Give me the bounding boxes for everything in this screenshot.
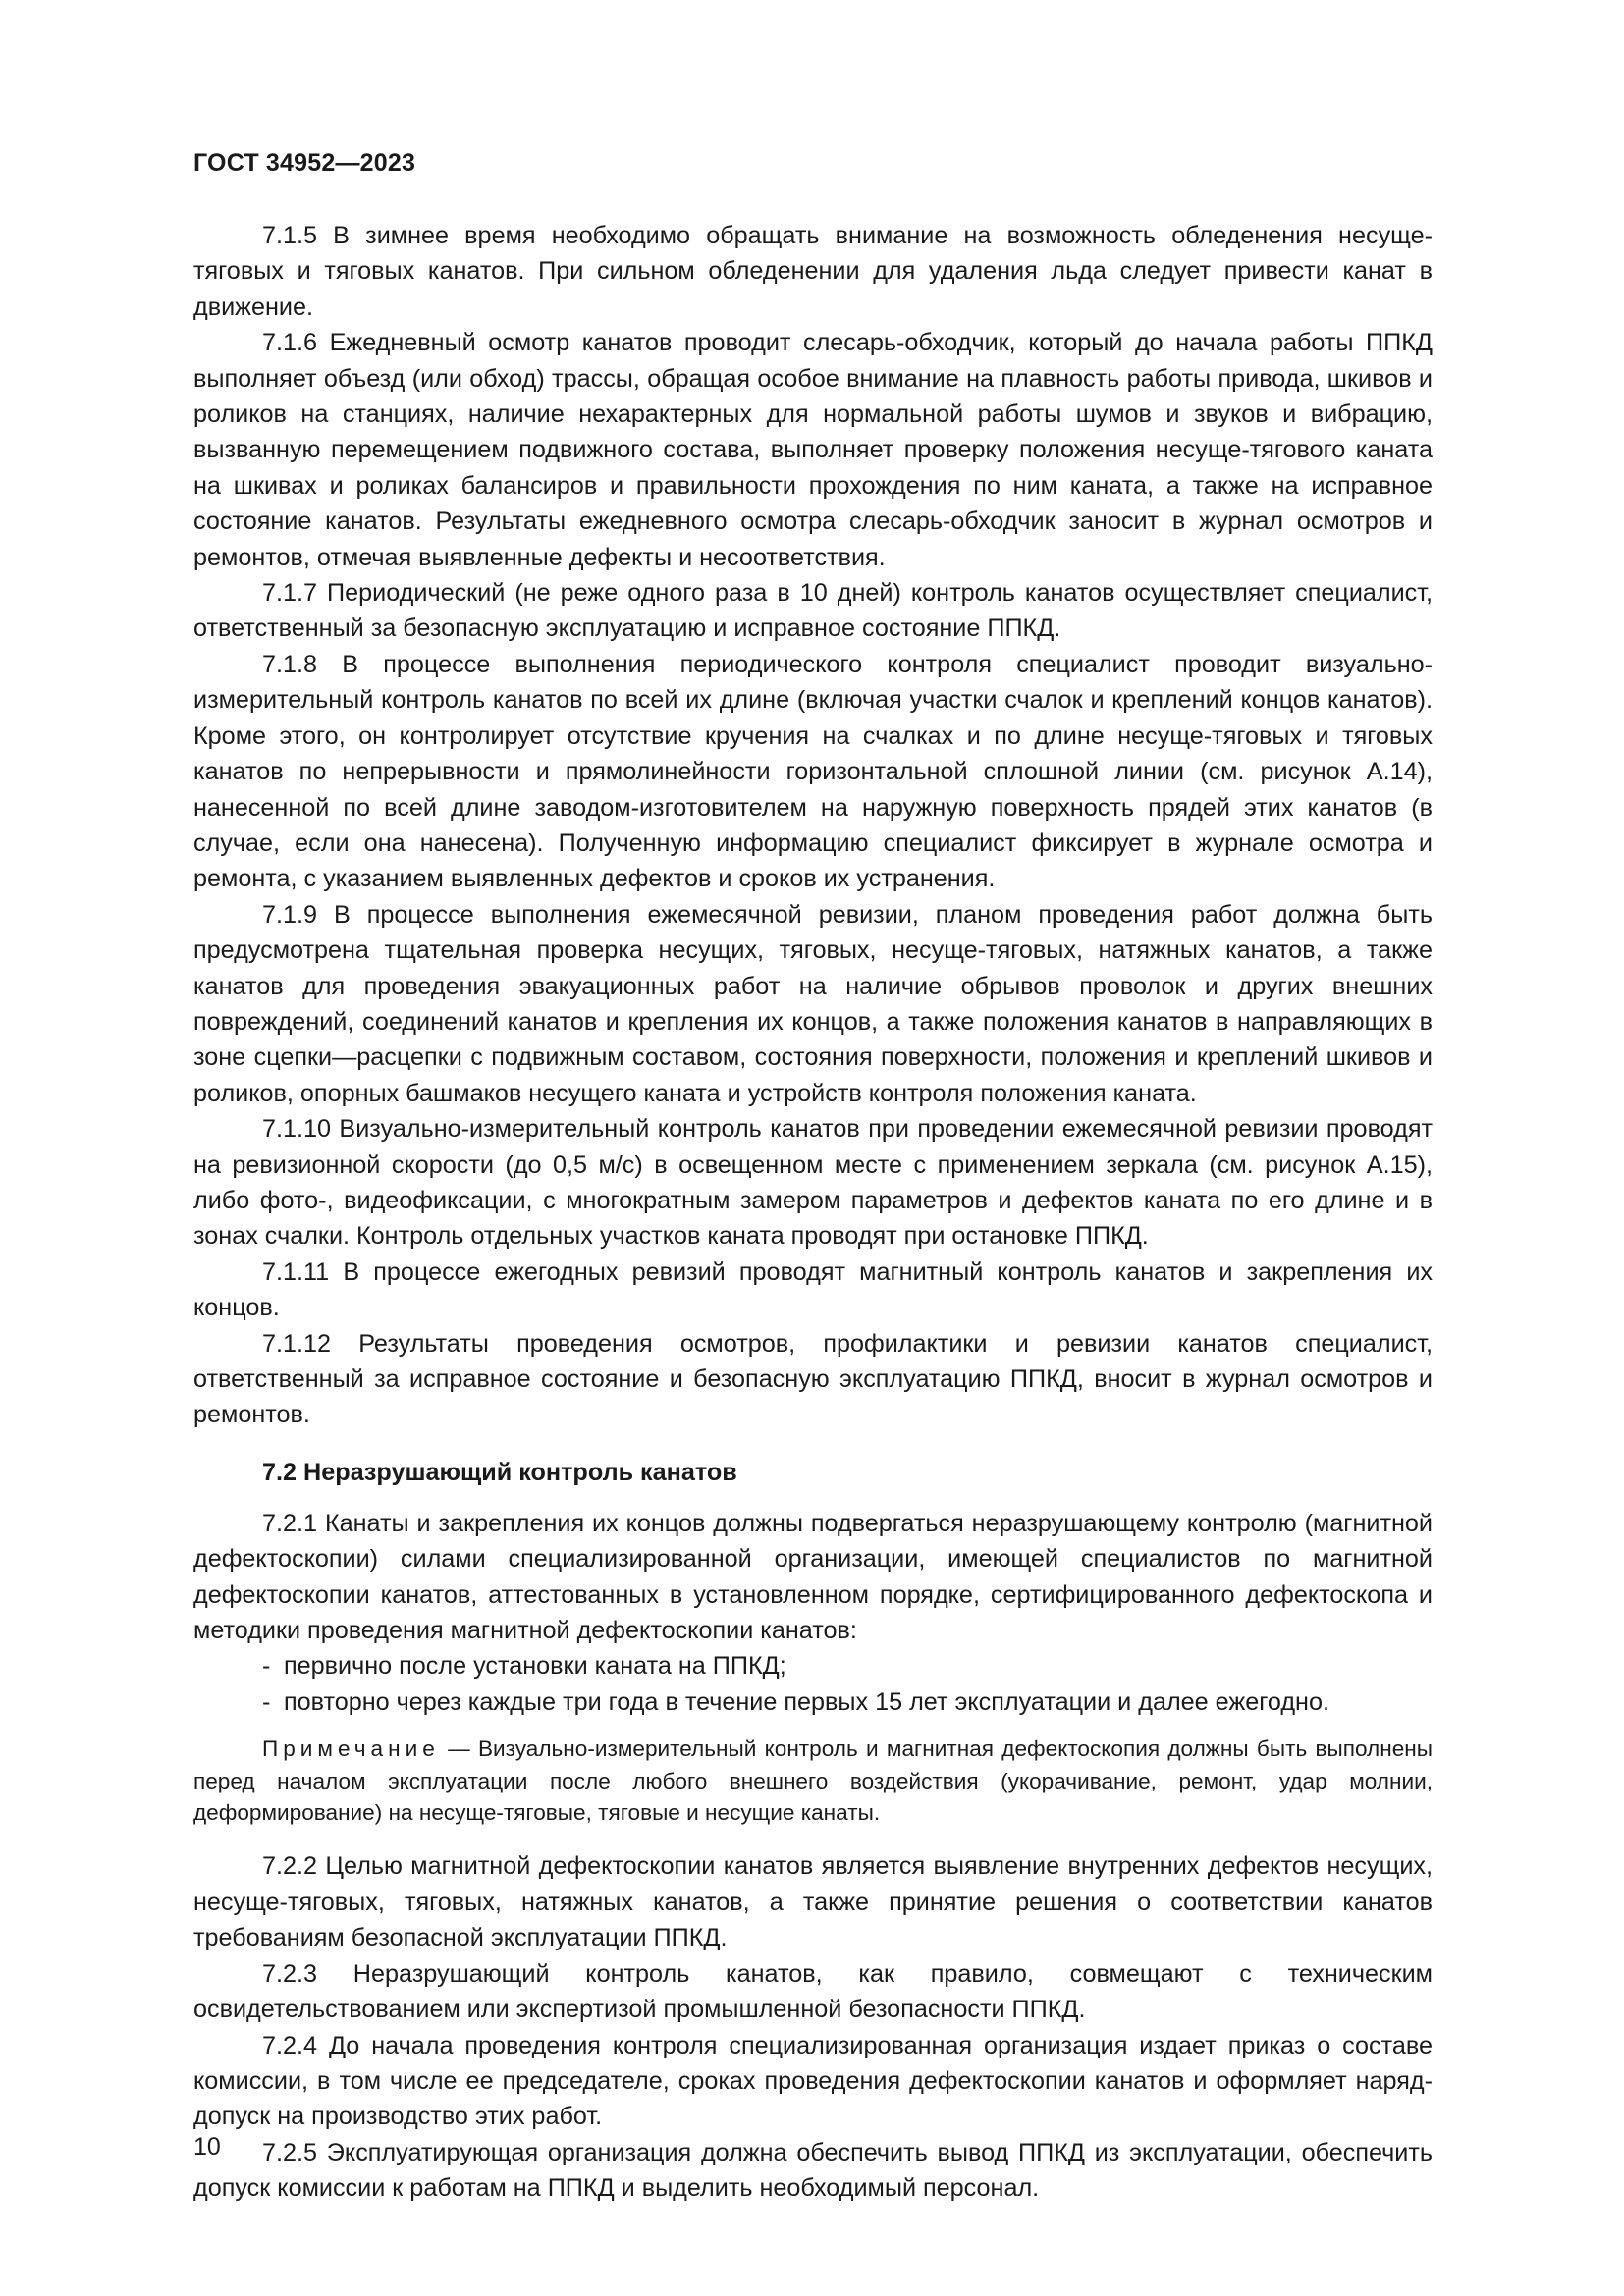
note xyxy=(193,1734,1433,1829)
inspection-schedule-list xyxy=(193,1648,1433,1720)
list-marker: - xyxy=(262,1687,271,1716)
section-title-7-2: 7.2 Неразрушающий контроль канатов xyxy=(262,1458,737,1486)
paragraph-7-1-7: 7.1.7 Периодический (не реже одного раза в 10 дней) контроль канатов осуществляет специалист, ответственный за безопасную эксплуатацию и исправное состояние ППКД. xyxy=(193,579,1433,643)
paragraph-7-1-5: 7.1.5 В зимнее время необходимо обращать внимание на возможность обледенения несуще-тяговых и тяговых канатов. При сильном обледенении для удаления льда следует привести канат в движение. xyxy=(193,222,1433,321)
note-label: Примечание xyxy=(262,1736,440,1762)
list-marker: - xyxy=(262,1652,271,1681)
document-header: ГОСТ 34952—2023 xyxy=(193,149,416,177)
paragraph-7-1-12: 7.1.12 Результаты проведения осмотров, профилактики и ревизии канатов специалист, ответственный за исправное состояние и безопасную эксплуатацию ППКД, вносит в журнал осмотров и ремонтов. xyxy=(193,1329,1433,1429)
paragraph-7-1-6: 7.1.6 Ежедневный осмотр канатов проводит слесарь-обходчик, который до начала работы ППКД выполняет объезд (или обход) трассы, обращая особое внимание на плавность работы привода, шкивов и роликов на станциях, наличие нехарактерных для нормальной работы шумов и звуков и вибрацию, вызванную перемещением подвижного состава, выполняет проверку положения несуще-тягового каната на шкивах и роликах балансиров и правильности прохождения по ним каната, а также на исправное состояние канатов. Результаты ежедневного осмотра слесарь-обходчик заносит в журнал осмотров и ремонтов, отмечая выявленные дефекты и несоответствия. xyxy=(193,329,1433,571)
paragraph-7-1-11: 7.1.11 В процессе ежегодных ревизий проводят магнитный контроль канатов и закрепления их концов. xyxy=(193,1257,1433,1322)
paragraph-7-2-5: 7.2.5 Эксплуатирующая организация должна обеспечить вывод ППКД из эксплуатации, обеспечить допуск комиссии к работам на ППКД и выделить необходимый персонал. xyxy=(193,2138,1433,2203)
page-number: 10 xyxy=(193,2133,221,2161)
paragraph-7-2-4: 7.2.4 До начала проведения контроля специализированная организация издает приказ о составе комиссии, в том числе ее председателе, сроках проведения дефектоскопии канатов и оформляет наряд-допуск на производство этих работ. xyxy=(193,2031,1433,2131)
paragraph-7-2-3: 7.2.3 Неразрушающий контроль канатов, как правило, совмещают с техническим освидетельствованием или экспертизой промышленной безопасности ППКД. xyxy=(193,1959,1433,2024)
paragraph-7-1-10: 7.1.10 Визуально-измерительный контроль канатов при проведении ежемесячной ревизии проводят на ревизионной скорости (до 0,5 м/с) в освещенном месте с применением зеркала (см. рисунок А.15), либо фото-, видеофиксации, с многократным замером параметров и дефектов каната по его длине и в зонах счалки. Контроль отдельных участков каната проводят при остановке ППКД. xyxy=(193,1115,1433,1251)
note-text: — Визуально-измерительный контроль и магнитная дефектоскопия должны быть выполнены перед началом эксплуатации после любого внешнего воздействия (укорачивание, ремонт, удар молнии, деформирование) на несуще-тяговые, тяговые и несущие канаты. xyxy=(193,1736,1433,1826)
list-item xyxy=(193,1648,1433,1683)
document-body xyxy=(193,218,1433,2207)
list-item-text: первично после установки каната на ППКД; xyxy=(284,1652,786,1681)
paragraph-7-1-8: 7.1.8 В процессе выполнения периодического контроля специалист проводит визуально-измерительный контроль канатов по всей их длине (включая участки счалок и креплений концов канатов). Кроме этого, он контролирует отсутствие кручения на счалках и по длине несуще-тяговых и тяговых канатов по непрерывности и прямолинейности горизонтальной сплошной линии (см. рисунок А.14), нанесенной по всей длине заводом-изготовителем на наружную поверхность прядей этих канатов (в случае, если она нанесена). Полученную информацию специалист фиксирует в журнале осмотра и ремонта, с указанием выявленных дефектов и сроков их устранения. xyxy=(193,650,1433,893)
list-item xyxy=(193,1684,1433,1720)
paragraph-7-2-2: 7.2.2 Целью магнитной дефектоскопии канатов является выявление внутренних дефектов несущих, несуще-тяговых, тяговых, натяжных канатов, а также принятие решения о соответствии канатов требованиям безопасной эксплуатации ППКД. xyxy=(193,1852,1433,1952)
paragraph-7-1-9: 7.1.9 В процессе выполнения ежемесячной ревизии, планом проведения работ должна быть предусмотрена тщательная проверка несущих, тяговых, несуще-тяговых, натяжных канатов, а также канатов для проведения эвакуационных работ на наличие обрывов проволок и других внешних повреждений, соединений канатов и крепления их концов, а также положения канатов в направляющих в зоне сцепки—расцепки с подвижным составом, состояния поверхности, положения и креплений шкивов и роликов, опорных башмаков несущего каната и устройств контроля положения каната. xyxy=(193,900,1433,1107)
paragraph-7-2-1: 7.2.1 Канаты и закрепления их концов должны подвергаться неразрушающему контролю (магнитной дефектоскопии) силами специализированной организации, имеющей специалистов по магнитной дефектоскопии канатов, аттестованных в установленном порядке, сертифицированного дефектоскопа и методики проведения магнитной дефектоскопии канатов: xyxy=(193,1509,1433,1645)
list-item-text: повторно через каждые три года в течение первых 15 лет эксплуатации и далее ежегодно. xyxy=(284,1687,1329,1716)
